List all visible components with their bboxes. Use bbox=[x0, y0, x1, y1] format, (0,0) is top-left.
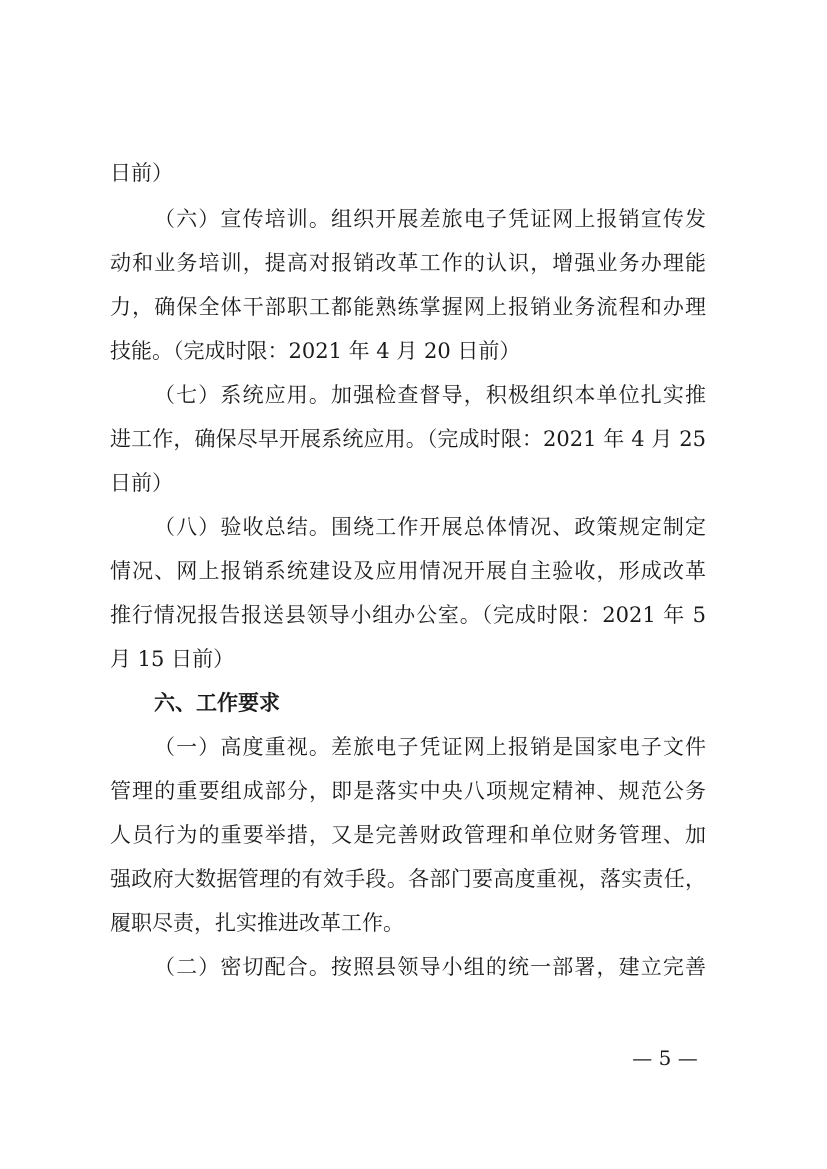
text-line: 履职尽责，扎实推进改革工作。 bbox=[110, 911, 404, 935]
section-heading: 六、工作要求 bbox=[154, 691, 280, 715]
text-line: 动和业务培训，提高对报销改革工作的认识，增强业务办理能 bbox=[110, 251, 706, 275]
text-line: 情况、网上报销系统建设及应用情况开展自主验收，形成改革 bbox=[110, 559, 706, 583]
text-line: 人员行为的重要举措，又是完善财政管理和单位财务管理、加 bbox=[110, 823, 706, 847]
text-line: 推行情况报告报送县领导小组办公室。（完成时限：2021 年 5 bbox=[110, 603, 706, 627]
text-line: 强政府大数据管理的有效手段。各部门要高度重视，落实责任， bbox=[110, 867, 706, 891]
text-line: （七）系统应用。加强检查督导，积极组织本单位扎实推 bbox=[154, 383, 706, 407]
text-line: （一）高度重视。差旅电子凭证网上报销是国家电子文件 bbox=[154, 735, 706, 759]
text-line: 管理的重要组成部分，即是落实中央八项规定精神、规范公务 bbox=[110, 779, 706, 803]
text-line: 日前） bbox=[110, 471, 173, 495]
text-line: 力，确保全体干部职工都能熟练掌握网上报销业务流程和办理 bbox=[110, 295, 706, 319]
text-line: （六）宣传培训。组织开展差旅电子凭证网上报销宣传发 bbox=[154, 207, 706, 231]
text-line: 进工作，确保尽早开展系统应用。（完成时限：2021 年 4 月 25 bbox=[110, 427, 706, 451]
text-line: （二）密切配合。按照县领导小组的统一部署，建立完善 bbox=[154, 955, 706, 979]
text-line: 月 15 日前） bbox=[110, 647, 235, 671]
text-line: （八）验收总结。围绕工作开展总体情况、政策规定制定 bbox=[154, 515, 706, 539]
text-line: 技能。（完成时限：2021 年 4 月 20 日前） bbox=[110, 339, 521, 363]
text-line: 日前） bbox=[110, 161, 173, 185]
page-number: — 5 — bbox=[632, 1046, 698, 1070]
